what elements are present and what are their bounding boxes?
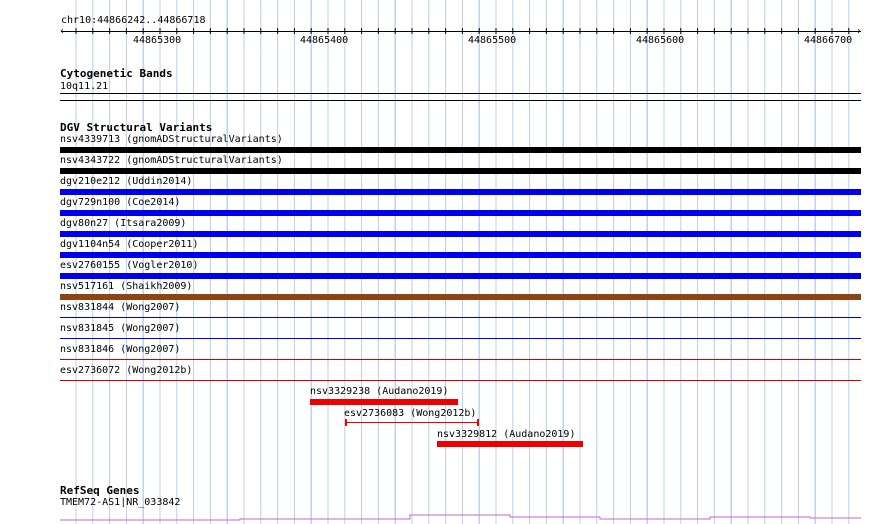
region-label: chr10:44866242..44866718 xyxy=(61,15,206,26)
dgv-feature-line[interactable] xyxy=(60,359,861,360)
dgv-feature-bar[interactable] xyxy=(60,231,861,237)
ruler-left-arrow-icon: ‹ xyxy=(59,26,66,37)
dgv-track-title[interactable]: DGV Structural Variants xyxy=(60,121,213,134)
dgv-feature-bar[interactable] xyxy=(60,210,861,216)
dgv-feature-label[interactable]: nsv831846 (Wong2007) xyxy=(60,344,181,355)
dgv-feature-line[interactable] xyxy=(60,317,861,318)
ruler-tick-label: 44865400 xyxy=(300,35,349,46)
dgv-feature-label[interactable]: dgv80n27 (Itsara2009) xyxy=(60,218,187,229)
dgv-feature-bar[interactable] xyxy=(60,273,861,279)
ruler-tick-label: 44865500 xyxy=(468,35,517,46)
dgv-feature-label[interactable]: esv2760155 (Vogler2010) xyxy=(60,260,199,271)
dgv-feature-bar[interactable] xyxy=(60,252,861,258)
feature-start-tick xyxy=(345,419,347,426)
refseq-track-title[interactable]: RefSeq Genes xyxy=(60,484,140,497)
dgv-feature-bar[interactable] xyxy=(437,441,583,447)
dgv-feature-line[interactable] xyxy=(60,380,861,381)
dgv-feature-line[interactable] xyxy=(60,338,861,339)
dgv-feature-label[interactable]: esv2736083 (Wong2012b) xyxy=(344,408,477,419)
dgv-feature-bar[interactable] xyxy=(60,294,861,300)
cytoband-bar-bottom xyxy=(60,100,861,101)
dgv-feature-label[interactable]: nsv831845 (Wong2007) xyxy=(60,323,181,334)
ruler-tick-label: 44865600 xyxy=(636,35,685,46)
cytoband-track-title[interactable]: Cytogenetic Bands xyxy=(60,67,173,80)
refseq-gene-label[interactable]: TMEM72-AS1|NR_033842 xyxy=(60,497,181,508)
dgv-feature-label[interactable]: dgv1104n54 (Cooper2011) xyxy=(60,239,199,250)
dgv-feature-label[interactable]: dgv210e212 (Uddin2014) xyxy=(60,176,193,187)
dgv-feature-label[interactable]: nsv831844 (Wong2007) xyxy=(60,302,181,313)
dgv-feature-label[interactable]: nsv4339713 (gnomADStructuralVariants) xyxy=(60,134,283,145)
ruler-right-arrow-icon: › xyxy=(856,26,863,37)
feature-end-tick xyxy=(477,419,479,426)
ruler-line xyxy=(61,31,861,32)
dgv-feature-label[interactable]: nsv3329238 (Audano2019) xyxy=(310,386,449,397)
dgv-feature-label[interactable]: nsv4343722 (gnomADStructuralVariants) xyxy=(60,155,283,166)
ruler-tick-label: 44865300 xyxy=(133,35,182,46)
dgv-feature-label[interactable]: esv2736072 (Wong2012b) xyxy=(60,365,193,376)
refseq-gene-track[interactable] xyxy=(0,505,890,524)
dgv-feature-label[interactable]: nsv3329812 (Audano2019) xyxy=(437,429,576,440)
dgv-feature-label[interactable]: nsv517161 (Shaikh2009) xyxy=(60,281,193,292)
dgv-feature-line[interactable] xyxy=(345,422,478,423)
cytoband-label[interactable]: 10q11.21 xyxy=(60,81,109,92)
dgv-feature-bar[interactable] xyxy=(310,399,458,405)
dgv-feature-bar[interactable] xyxy=(60,168,861,174)
dgv-feature-bar[interactable] xyxy=(60,147,861,153)
cytoband-bar-top xyxy=(60,93,861,94)
dgv-feature-bar[interactable] xyxy=(60,189,861,195)
ruler-tick-label: 44866700 xyxy=(804,35,853,46)
dgv-feature-label[interactable]: dgv729n100 (Coe2014) xyxy=(60,197,181,208)
